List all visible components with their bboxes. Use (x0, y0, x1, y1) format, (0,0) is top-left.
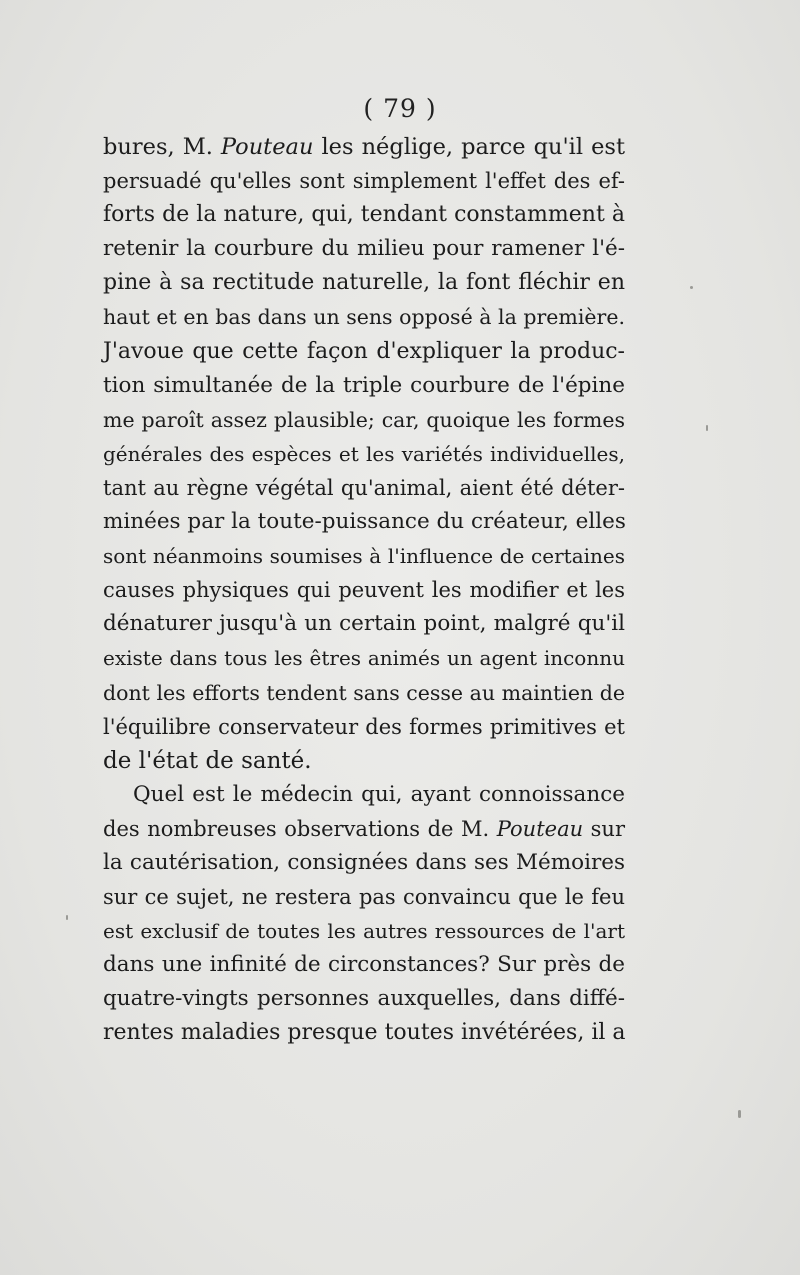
text-line: pine à sa rectitude naturelle, la font fléchir en (103, 270, 625, 296)
text-line: rentes maladies presque toutes invétérées, il a (103, 1020, 626, 1046)
text-line: minées par la toute-puissance du créateur, elles (103, 509, 626, 535)
text-line: causes physiques qui peuvent les modifier et les (103, 578, 625, 603)
text-line: sont néanmoins soumises à l'influence de certaines (103, 544, 625, 569)
text-line: tant au règne végétal qu'animal, aient été déter- (103, 475, 625, 500)
text-line: l'équilibre conservateur des formes primitives et (103, 714, 625, 739)
body-text (103, 130, 625, 1051)
text-line: haut et en bas dans un sens opposé à la première. (103, 305, 625, 330)
text-line: persuadé qu'elles sont simplement l'effet des ef- (103, 169, 625, 194)
text-line: J'avoue que cette façon d'expliquer la produc- (103, 338, 625, 364)
text-line: dénaturer jusqu'à un certain point, malgré qu'il (103, 611, 625, 637)
paper-speck (738, 1110, 741, 1118)
text-line: générales des espèces et les variétés individuelles, (103, 441, 625, 466)
text-line: sur ce sujet, ne restera pas convaincu que le feu (103, 885, 625, 910)
text-line: la cautérisation, consignées dans ses Mémoires (103, 849, 625, 875)
text-line: de l'état de santé. (103, 747, 312, 774)
text-line: est exclusif de toutes les autres ressources de l'art (103, 919, 625, 944)
text-line: dont les efforts tendent sans cesse au maintien de (103, 680, 625, 705)
text-line: des nombreuses observations de M. Pouteau sur (103, 816, 625, 841)
paper-speck (66, 915, 68, 920)
paper-speck (690, 286, 693, 289)
text-line: forts de la nature, qui, tendant constamment à (103, 202, 625, 228)
paper-speck (706, 425, 708, 431)
text-line: existe dans tous les êtres animés un agent inconnu (103, 646, 625, 671)
text-line: quatre-vingts personnes auxquelles, dans diffé- (103, 986, 625, 1012)
text-line: me paroît assez plausible; car, quoique les formes (103, 407, 625, 432)
text-line: Quel est le médecin qui, ayant connoissance (133, 781, 625, 807)
text-line: retenir la courbure du milieu pour ramener l'é- (103, 236, 625, 262)
text-line: dans une infinité de circonstances? Sur près de (103, 952, 625, 978)
text-line: tion simultanée de la triple courbure de l'épine (103, 372, 625, 398)
text-line: bures, M. Pouteau les néglige, parce qu'il est (103, 134, 625, 160)
page-number: ( 79 ) (363, 94, 437, 123)
